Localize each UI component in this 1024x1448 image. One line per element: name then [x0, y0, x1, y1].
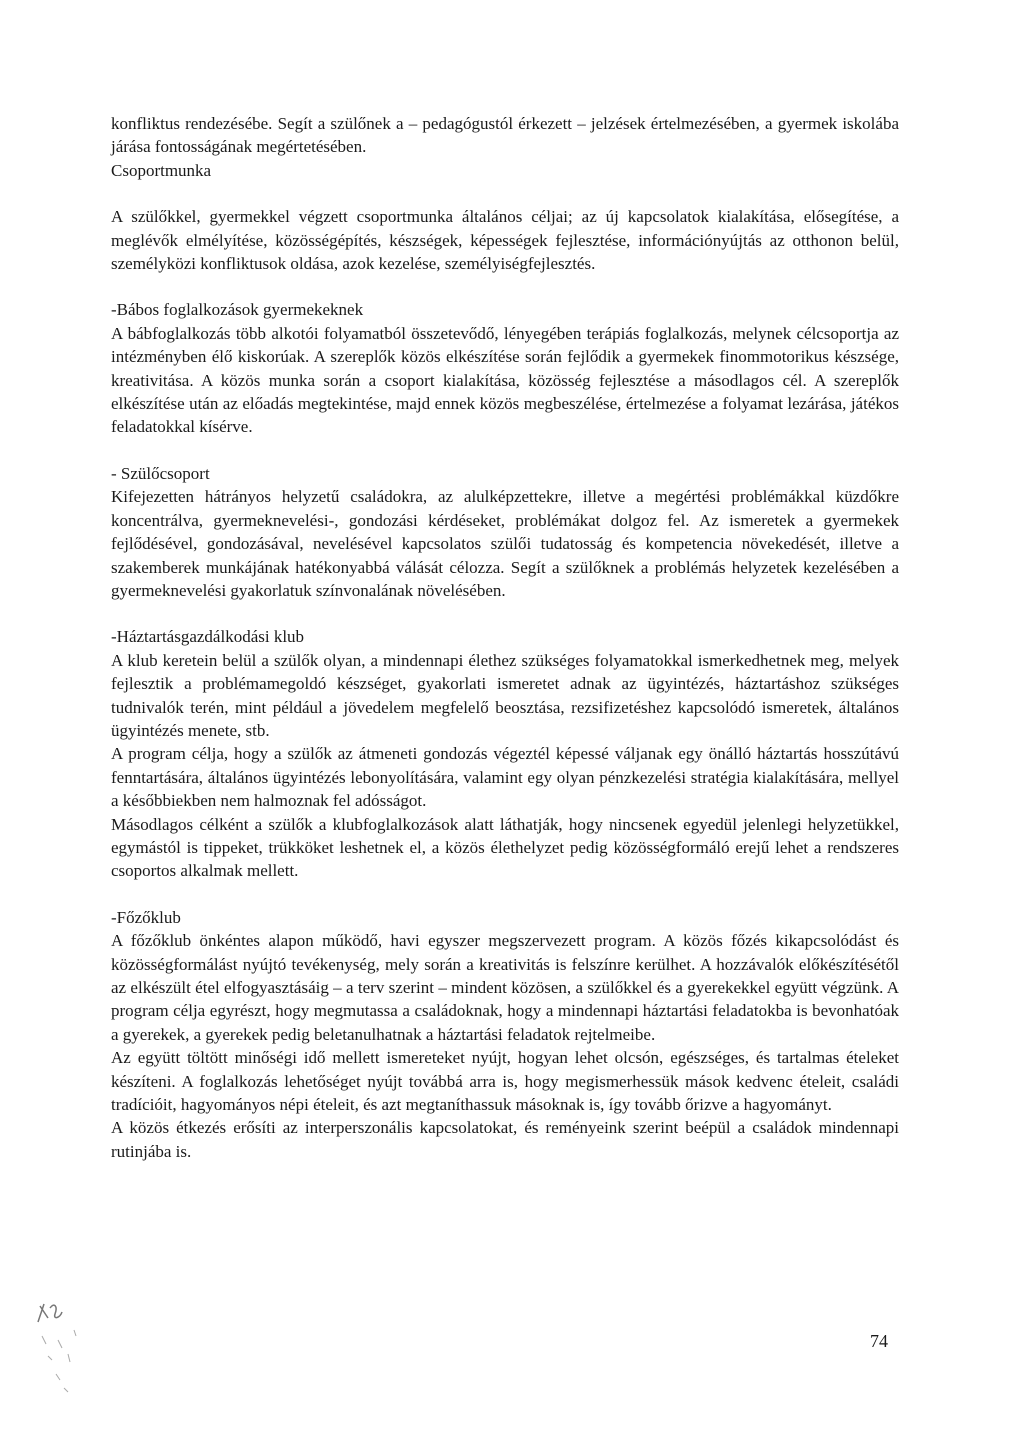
puppet-paragraph: A bábfoglalkozás több alkotói folyamatból összetevődő, lényegében terápiás foglalkozás, melynek célcsoportja az intézményben élő kiskorúak. A szereplők közös elkészítése során fejlődik a gyermekek finommotorikus készsége, kreativitása. A közös munka során a csoport kialakítása, közösség fejlesztése a másodlagos cél. A szereplők elkészítése után az előadás megtekintése, majd ennek közös megbeszélése, értelmezése a folyamat lezárása, játékos feladatokkal kísérve. [111, 323, 899, 437]
cooking-club-paragraph-1: A főzőklub önkéntes alapon működő, havi egyszer megszervezett program. A közös főzés kikapcsolódást és közösségformálást nyújtó tevékenység, mely során a kreativitás is felszínre kerülhet. A hozzávalók előkészítésétől az elkészült étel elfogyasztásáig – a terv szerint – mindent közösen, a szülőkkel és a gyerekekkel együtt végzünk. A program célja egyrészt, hogy megmutassa a családoknak, hogy a mindennapi háztartási feladatokba is bevonhatóak a gyerekek, a gyerekek pedig beletanulhatnak a háztartási feladatok rejtelmeibe. [111, 931, 899, 1044]
handwritten-mark-icon [28, 1296, 108, 1406]
section-heading-household-club: -Háztartásgazdálkodási klub [111, 627, 305, 647]
parents-group-paragraph: Kifejezetten hátrányos helyzetű családokra, az alulképzettekre, illetve a megértési problémákkal küzdőkre koncentrálva, gyermeknevelési-, gondozási kérdéseket, problémákat dolgoz fel. Az ismeretek a gyermekek fejlődésével, gondozásával, nevelésével kapcsolatos szülői tudatosság és kompetencia növekedését, illetve a szakemberek munkájának hatékonyabbá válását célozza. Segít a szülőknek a problémás helyzetek kezelésében a gyermeknevelési gyakorlatuk színvonalának növelésében. [111, 487, 899, 600]
page-number: 74 [870, 1331, 888, 1351]
cooking-club-paragraph-2: Az együtt töltött minőségi idő mellett ismereteket nyújt, hogyan lehet olcsón, egészséges, és tartalmas ételeket készíteni. A foglalkozás lehetőséget nyújt továbbá arra is, hogy megismerhessük mások kedvenc ételeit, családi tradícióit, hagyományos népi ételeit, és azt megtaníthassuk másoknak is, így tovább őrizve a hagyományt. [111, 1048, 899, 1115]
household-club-paragraph-2: A program célja, hogy a szülők az átmeneti gondozás végeztél képessé váljanak egy önálló háztartás hosszútávú fenntartására, általános ügyintézés lebonyolítására, valamint egy olyan pénzkezelési stratégia kialakítására, mellyel a későbbiekben nem halmoznak fel adósságot. [111, 744, 899, 811]
document-page [111, 112, 899, 1163]
section-heading-csoportmunka: Csoportmunka [111, 160, 212, 180]
household-club-paragraph-3: Másodlagos célként a szülők a klubfoglalkozások alatt láthatják, hogy nincsenek egyedül jelenlegi helyzetükkel, egymástól is tippeket, trükköket leshetnek el, a közös élethelyzet pedig közösségformáló erejű lehet a rendszeres csoportos alkalmak mellett. [111, 814, 899, 881]
section-heading-cooking-club: -Főzőklub [111, 907, 181, 927]
spacer [111, 275, 899, 298]
section-heading-puppet: -Bábos foglalkozások gyermekeknek [111, 300, 364, 320]
section-heading-parents-group: - Szülőcsoport [111, 463, 210, 483]
household-club-paragraph-1: A klub keretein belül a szülők olyan, a mindennapi élethez szükséges folyamatokkal ismerkedhetnek meg, melyek fejlesztik a problémamegoldó készséget, gyakorlati ismeretet adnak az ügyintézés, háztartáshoz szükséges tudnivalók terén, mint például a jövedelem megfelelő beosztása, rezsifizetéshez kapcsolódó ismeretek, általános ügyintézés menete, stb. [111, 650, 899, 740]
intro-paragraph: konfliktus rendezésébe. Segít a szülőnek a – pedagógustól érkezett – jelzések értelmezésében, a gyermek iskolába járása fontosságának megértetésében. [111, 114, 899, 157]
group-work-paragraph: A szülőkkel, gyermekkel végzett csoportmunka általános céljai; az új kapcsolatok kialakítása, elősegítése, a meglévők elmélyítése, közösségépítés, készségek, képességek fejlesztése, információnyújtás az otthonon belül, személyközi konfliktusok oldása, azok kezelése, személyiségfejlesztés. [111, 207, 899, 274]
spacer [111, 439, 899, 462]
spacer [111, 883, 899, 906]
cooking-club-paragraph-3: A közös étkezés erősíti az interperszonális kapcsolatokat, és reményeink szerint beépül a családok mindennapi rutinjába is. [111, 1118, 899, 1161]
spacer [111, 182, 899, 205]
spacer [111, 602, 899, 625]
